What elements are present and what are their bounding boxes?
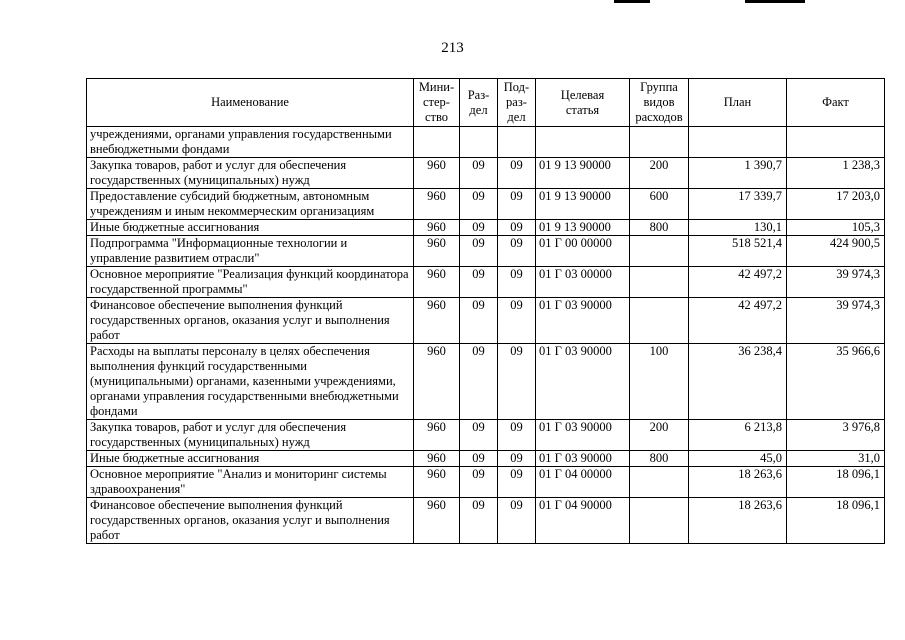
row-plan: 36 238,4 — [689, 344, 787, 420]
row-plan: 18 263,6 — [689, 467, 787, 498]
row-target-item: 01 Г 03 90000 — [536, 298, 630, 344]
row-name: Закупка товаров, работ и услуг для обеспечения государственных (муниципальных) нужд — [87, 420, 414, 451]
row-plan: 42 497,2 — [689, 267, 787, 298]
row-plan: 42 497,2 — [689, 298, 787, 344]
header-target-item: Целевая статья — [536, 79, 630, 127]
row-section: 09 — [460, 344, 498, 420]
row-target-item: 01 9 13 90000 — [536, 220, 630, 236]
row-fact: 105,3 — [787, 220, 885, 236]
row-section: 09 — [460, 467, 498, 498]
table-row — [87, 220, 885, 236]
row-target-item: 01 Г 03 90000 — [536, 451, 630, 467]
row-name: Подпрограмма "Информационные технологии и управление развитием отрасли" — [87, 236, 414, 267]
row-name: Расходы на выплаты персоналу в целях обеспечения выполнения функций государственными (муниципальными) органами, казенными учреждениями, органами управления государственными внебюджетными фондами — [87, 344, 414, 420]
row-section: 09 — [460, 189, 498, 220]
row-fact: 18 096,1 — [787, 467, 885, 498]
row-ministry — [414, 127, 460, 158]
table-row — [87, 127, 885, 158]
row-plan: 518 521,4 — [689, 236, 787, 267]
row-subsection — [498, 127, 536, 158]
page-number: 213 — [441, 40, 464, 56]
row-expense-group — [630, 467, 689, 498]
row-subsection: 09 — [498, 158, 536, 189]
row-ministry: 960 — [414, 189, 460, 220]
row-target-item: 01 Г 03 90000 — [536, 344, 630, 420]
row-fact: 424 900,5 — [787, 236, 885, 267]
row-ministry: 960 — [414, 158, 460, 189]
budget-table — [86, 78, 885, 544]
table-row — [87, 420, 885, 451]
header-fact: Факт — [787, 79, 885, 127]
row-fact: 35 966,6 — [787, 344, 885, 420]
row-fact: 39 974,3 — [787, 267, 885, 298]
row-target-item — [536, 127, 630, 158]
row-fact: 31,0 — [787, 451, 885, 467]
row-ministry: 960 — [414, 298, 460, 344]
row-expense-group — [630, 298, 689, 344]
row-expense-group: 800 — [630, 451, 689, 467]
table-row — [87, 236, 885, 267]
row-name: Иные бюджетные ассигнования — [87, 220, 414, 236]
row-name: Основное мероприятие "Реализация функций координатора государственной программы" — [87, 267, 414, 298]
row-ministry: 960 — [414, 220, 460, 236]
row-plan: 17 339,7 — [689, 189, 787, 220]
row-ministry: 960 — [414, 344, 460, 420]
row-target-item: 01 Г 03 90000 — [536, 420, 630, 451]
header-name: Наименование — [87, 79, 414, 127]
row-section: 09 — [460, 420, 498, 451]
table-header-row — [87, 79, 885, 127]
row-ministry: 960 — [414, 420, 460, 451]
row-plan: 45,0 — [689, 451, 787, 467]
row-expense-group: 100 — [630, 344, 689, 420]
row-subsection: 09 — [498, 189, 536, 220]
table-row — [87, 158, 885, 189]
row-fact — [787, 127, 885, 158]
row-section: 09 — [460, 158, 498, 189]
header-section: Раз- дел — [460, 79, 498, 127]
row-plan — [689, 127, 787, 158]
row-subsection: 09 — [498, 344, 536, 420]
table-row — [87, 498, 885, 544]
row-subsection: 09 — [498, 420, 536, 451]
row-fact: 1 238,3 — [787, 158, 885, 189]
row-ministry: 960 — [414, 498, 460, 544]
row-subsection: 09 — [498, 236, 536, 267]
row-fact: 18 096,1 — [787, 498, 885, 544]
row-plan: 6 213,8 — [689, 420, 787, 451]
header-ministry: Мини- стер- ство — [414, 79, 460, 127]
row-subsection: 09 — [498, 498, 536, 544]
row-target-item: 01 Г 04 00000 — [536, 467, 630, 498]
row-plan: 18 263,6 — [689, 498, 787, 544]
row-target-item: 01 9 13 90000 — [536, 189, 630, 220]
row-expense-group — [630, 236, 689, 267]
row-target-item: 01 Г 03 00000 — [536, 267, 630, 298]
row-ministry: 960 — [414, 451, 460, 467]
row-name: Закупка товаров, работ и услуг для обеспечения государственных (муниципальных) нужд — [87, 158, 414, 189]
row-expense-group — [630, 267, 689, 298]
row-ministry: 960 — [414, 467, 460, 498]
row-plan: 130,1 — [689, 220, 787, 236]
row-name: Предоставление субсидий бюджетным, автономным учреждениям и иным некоммерческим организациям — [87, 189, 414, 220]
row-section — [460, 127, 498, 158]
row-section: 09 — [460, 451, 498, 467]
table-row — [87, 451, 885, 467]
row-fact: 3 976,8 — [787, 420, 885, 451]
row-expense-group — [630, 127, 689, 158]
row-expense-group — [630, 498, 689, 544]
row-name: Иные бюджетные ассигнования — [87, 451, 414, 467]
table-row — [87, 189, 885, 220]
row-plan: 1 390,7 — [689, 158, 787, 189]
row-subsection: 09 — [498, 298, 536, 344]
row-section: 09 — [460, 236, 498, 267]
row-name: Финансовое обеспечение выполнения функций государственных органов, оказания услуг и выполнения работ — [87, 498, 414, 544]
row-ministry: 960 — [414, 267, 460, 298]
row-expense-group: 200 — [630, 158, 689, 189]
row-target-item: 01 9 13 90000 — [536, 158, 630, 189]
row-ministry: 960 — [414, 236, 460, 267]
row-subsection: 09 — [498, 451, 536, 467]
row-name: учреждениями, органами управления государственными внебюджетными фондами — [87, 127, 414, 158]
table-row — [87, 298, 885, 344]
row-subsection: 09 — [498, 267, 536, 298]
row-section: 09 — [460, 267, 498, 298]
top-edge-marks — [0, 0, 905, 6]
row-section: 09 — [460, 498, 498, 544]
table-row — [87, 344, 885, 420]
row-fact: 17 203,0 — [787, 189, 885, 220]
row-section: 09 — [460, 298, 498, 344]
row-name: Финансовое обеспечение выполнения функций государственных органов, оказания услуг и выполнения работ — [87, 298, 414, 344]
row-target-item: 01 Г 00 00000 — [536, 236, 630, 267]
row-subsection: 09 — [498, 467, 536, 498]
table-row — [87, 467, 885, 498]
row-subsection: 09 — [498, 220, 536, 236]
row-expense-group: 200 — [630, 420, 689, 451]
header-plan: План — [689, 79, 787, 127]
table-row — [87, 267, 885, 298]
row-section: 09 — [460, 220, 498, 236]
row-target-item: 01 Г 04 90000 — [536, 498, 630, 544]
row-expense-group: 800 — [630, 220, 689, 236]
header-subsection: Под- раз- дел — [498, 79, 536, 127]
row-fact: 39 974,3 — [787, 298, 885, 344]
header-expense-group: Группа видов расходов — [630, 79, 689, 127]
row-expense-group: 600 — [630, 189, 689, 220]
row-name: Основное мероприятие "Анализ и мониторинг системы здравоохранения" — [87, 467, 414, 498]
